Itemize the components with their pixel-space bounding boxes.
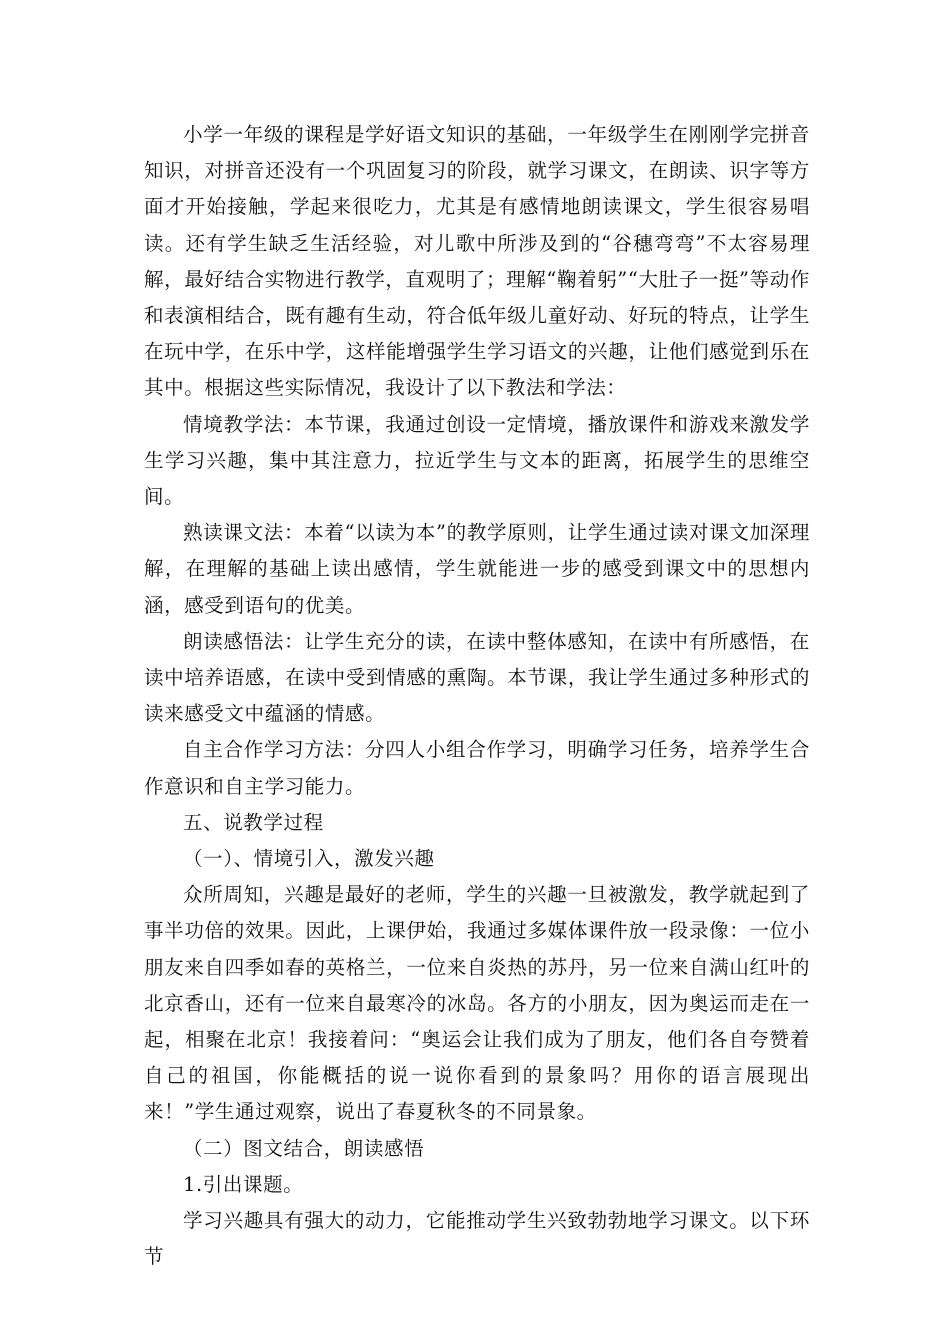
section-heading-teaching-process: 五、说教学过程 xyxy=(183,810,324,834)
document-body xyxy=(144,117,810,1276)
paragraph-situational-teaching: 情境教学法：本节课，我通过创设一定情境，播放课件和游戏来激发学生学习兴趣，集中其注意力，拉近学生与文本的距离，拓展学生的思维空间。 xyxy=(144,412,810,509)
paragraph-recitation-method: 朗读感悟法：让学生充分的读，在读中整体感知，在读中有所感悟，在读中培养语感，在读中受到情感的熏陶。本节课，我让学生通过多种形式的读来感受文中蕴涵的情感。 xyxy=(144,629,810,726)
paragraph-cooperative-learning: 自主合作学习方法：分四人小组合作学习，明确学习任务，培养学生合作意识和自主学习能力。 xyxy=(144,738,810,798)
paragraph-reading-method: 熟读课文法：本着“以读为本”的教学原则，让学生通过读对课文加深理解，在理解的基础上读出感情，学生就能进一步的感受到课文中的思想内涵，感受到语句的优美。 xyxy=(144,521,810,617)
list-item-lead-title: 1.引出课题。 xyxy=(183,1172,304,1196)
subsection-heading-introduction: （一）、情境引入，激发兴趣 xyxy=(183,847,435,871)
paragraph-student-analysis: 小学一年级的课程是学好语文知识的基础，一年级学生在刚刚学完拼音知识，对拼音还没有一个巩固复习的阶段，就学习课文，在朗读、识字等方面才开始接触，学起来很吃力，尤其是有感情地朗读课文，学生很容易唱读。还有学生缺乏生活经验，对儿歌中所涉及到的“谷穗弯弯”不太容易理解，最好结合实物进行教学，直观明了；理解“鞠着躬”“大肚子一挺”等动作和表演相结合，既有趣有生动，符合低年级儿童好动、好玩的特点，让学生在玩中学，在乐中学，这样能增强学生学习语文的兴趣，让他们感觉到乐在其中。根据这些实际情况，我设计了以下教法和学法： xyxy=(144,123,810,400)
paragraph-learning-interest: 学习兴趣具有强大的动力，它能推动学生兴致勃勃地学习课文。以下环节 xyxy=(144,1209,810,1269)
subsection-heading-image-text: （二）图文结合，朗读感悟 xyxy=(183,1136,425,1160)
paragraph-introduction: 众所周知，兴趣是最好的老师，学生的兴趣一旦被激发，教学就起到了事半功倍的效果。因此，上课伊始，我通过多媒体课件放一段录像：一位小朋友来自四季如春的英格兰，一位来自炎热的苏丹，另一位来自满山红叶的北京香山，还有一位来自最寒冷的冰岛。各方的小朋友，因为奥运而走在一起，相聚在北京！我接着问：“奥运会让我们成为了朋友，他们各自夸赞着自己的祖国，你能概括的说一说你看到的景象吗？用你的语言展现出来！”学生通过观察，说出了春夏秋冬的不同景象。 xyxy=(144,883,810,1124)
